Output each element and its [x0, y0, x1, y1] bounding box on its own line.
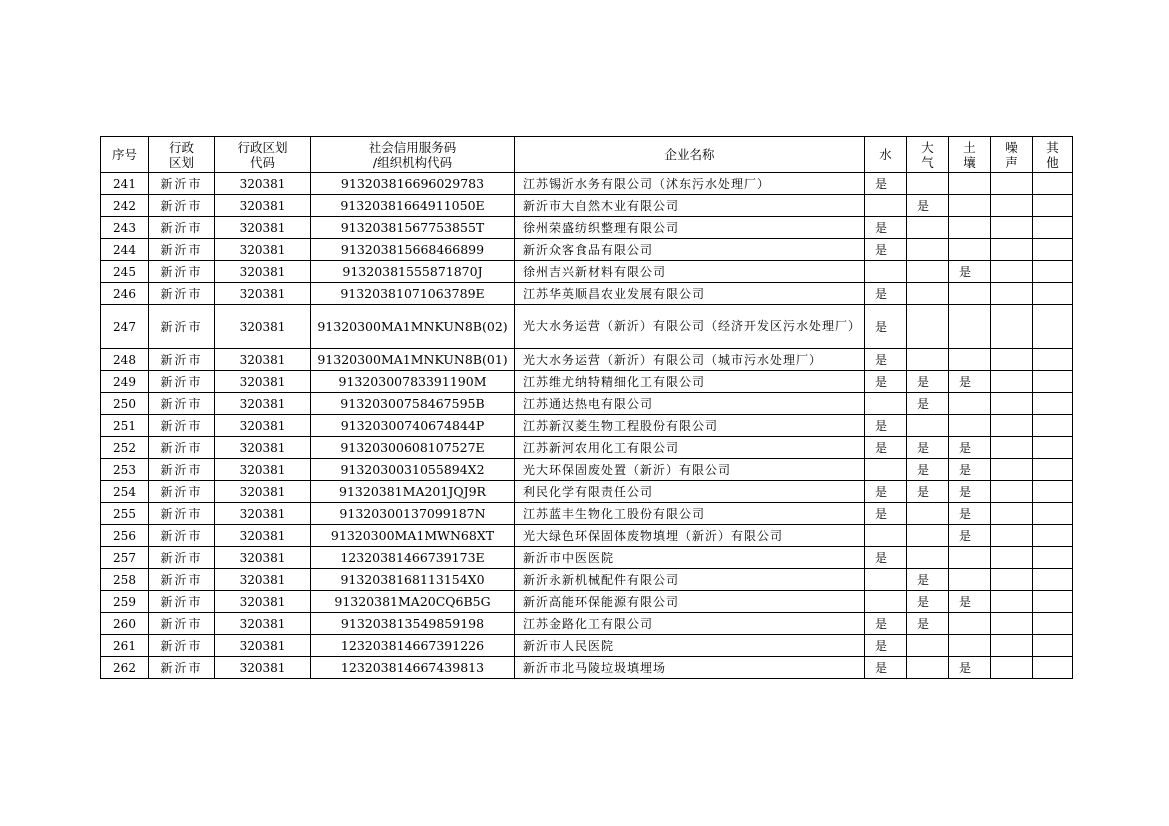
- header-water: 水: [865, 137, 907, 173]
- cell-air: [907, 635, 949, 657]
- cell-noise: [991, 371, 1033, 393]
- cell-water: [865, 591, 907, 613]
- cell-water: [865, 569, 907, 591]
- cell-company-name: 江苏维尤纳特精细化工有限公司: [515, 371, 865, 393]
- cell-seq: 262: [101, 657, 149, 679]
- cell-soil: [949, 415, 991, 437]
- cell-air: [907, 239, 949, 261]
- cell-region: 新沂市: [149, 239, 215, 261]
- cell-other: [1033, 503, 1073, 525]
- table-header-row: [101, 137, 1073, 173]
- cell-company-name: 利民化学有限责任公司: [515, 481, 865, 503]
- cell-seq: 255: [101, 503, 149, 525]
- table-row: [101, 305, 1073, 349]
- cell-noise: [991, 547, 1033, 569]
- cell-credit-code: 913203815668466899: [311, 239, 515, 261]
- table-row: [101, 547, 1073, 569]
- cell-soil: 是: [949, 657, 991, 679]
- cell-air: [907, 349, 949, 371]
- cell-air: 是: [907, 459, 949, 481]
- header-air: 大 气: [907, 137, 949, 173]
- cell-region-code: 320381: [215, 195, 311, 217]
- cell-region-code: 320381: [215, 371, 311, 393]
- cell-air: 是: [907, 393, 949, 415]
- cell-seq: 249: [101, 371, 149, 393]
- cell-credit-code: 123203814667439813: [311, 657, 515, 679]
- cell-region: 新沂市: [149, 393, 215, 415]
- cell-region: 新沂市: [149, 591, 215, 613]
- table-row: [101, 613, 1073, 635]
- cell-soil: [949, 239, 991, 261]
- table-row: [101, 239, 1073, 261]
- cell-company-name: 江苏蓝丰生物化工股份有限公司: [515, 503, 865, 525]
- cell-noise: [991, 173, 1033, 195]
- cell-other: [1033, 459, 1073, 481]
- cell-soil: 是: [949, 503, 991, 525]
- cell-credit-code: 12320381466739173E: [311, 547, 515, 569]
- table-row: [101, 657, 1073, 679]
- cell-seq: 253: [101, 459, 149, 481]
- cell-soil: [949, 635, 991, 657]
- cell-water: [865, 393, 907, 415]
- cell-noise: [991, 459, 1033, 481]
- table-row: [101, 459, 1073, 481]
- cell-water: 是: [865, 657, 907, 679]
- cell-air: 是: [907, 195, 949, 217]
- cell-region: 新沂市: [149, 349, 215, 371]
- cell-air: [907, 261, 949, 283]
- cell-company-name: 徐州吉兴新材料有限公司: [515, 261, 865, 283]
- cell-region-code: 320381: [215, 393, 311, 415]
- cell-soil: [949, 569, 991, 591]
- cell-credit-code: 91320381071063789E: [311, 283, 515, 305]
- cell-other: [1033, 305, 1073, 349]
- cell-air: [907, 657, 949, 679]
- table-row: [101, 503, 1073, 525]
- cell-credit-code: 91320381MA20CQ6B5G: [311, 591, 515, 613]
- cell-noise: [991, 415, 1033, 437]
- cell-company-name: 新沂高能环保能源有限公司: [515, 591, 865, 613]
- cell-noise: [991, 393, 1033, 415]
- cell-region: 新沂市: [149, 305, 215, 349]
- enterprise-list-table: [100, 136, 1073, 679]
- cell-air: [907, 503, 949, 525]
- cell-air: [907, 415, 949, 437]
- cell-noise: [991, 591, 1033, 613]
- cell-region: 新沂市: [149, 195, 215, 217]
- header-seq: 序号: [101, 137, 149, 173]
- cell-region-code: 320381: [215, 591, 311, 613]
- cell-other: [1033, 173, 1073, 195]
- cell-soil: [949, 349, 991, 371]
- cell-seq: 248: [101, 349, 149, 371]
- cell-region: 新沂市: [149, 217, 215, 239]
- cell-region-code: 320381: [215, 635, 311, 657]
- header-other: 其 他: [1033, 137, 1073, 173]
- cell-company-name: 新沂市中医医院: [515, 547, 865, 569]
- table-row: [101, 635, 1073, 657]
- table-row: [101, 437, 1073, 459]
- cell-soil: [949, 393, 991, 415]
- cell-region: 新沂市: [149, 547, 215, 569]
- cell-region-code: 320381: [215, 503, 311, 525]
- cell-noise: [991, 349, 1033, 371]
- table-row: [101, 217, 1073, 239]
- cell-credit-code: 91320300740674844P: [311, 415, 515, 437]
- cell-air: 是: [907, 437, 949, 459]
- cell-company-name: 新沂市大自然木业有限公司: [515, 195, 865, 217]
- cell-region-code: 320381: [215, 173, 311, 195]
- cell-water: 是: [865, 547, 907, 569]
- cell-other: [1033, 415, 1073, 437]
- cell-air: [907, 173, 949, 195]
- table-row: [101, 393, 1073, 415]
- cell-region-code: 320381: [215, 349, 311, 371]
- cell-company-name: 光大绿色环保固体废物填埋（新沂）有限公司: [515, 525, 865, 547]
- cell-company-name: 江苏新河农用化工有限公司: [515, 437, 865, 459]
- cell-region-code: 320381: [215, 657, 311, 679]
- cell-water: 是: [865, 635, 907, 657]
- cell-other: [1033, 591, 1073, 613]
- cell-soil: [949, 547, 991, 569]
- cell-air: 是: [907, 481, 949, 503]
- cell-air: 是: [907, 613, 949, 635]
- cell-soil: [949, 283, 991, 305]
- header-company: 企业名称: [515, 137, 865, 173]
- cell-noise: [991, 195, 1033, 217]
- cell-credit-code: 91320300783391190M: [311, 371, 515, 393]
- cell-region-code: 320381: [215, 437, 311, 459]
- cell-company-name: 新沂众客食品有限公司: [515, 239, 865, 261]
- header-region-code: 行政区划 代码: [215, 137, 311, 173]
- cell-credit-code: 91320381664911050E: [311, 195, 515, 217]
- table-row: [101, 349, 1073, 371]
- cell-company-name: 新沂永新机械配件有限公司: [515, 569, 865, 591]
- cell-air: [907, 547, 949, 569]
- cell-water: 是: [865, 481, 907, 503]
- cell-soil: [949, 173, 991, 195]
- cell-region: 新沂市: [149, 481, 215, 503]
- cell-region: 新沂市: [149, 459, 215, 481]
- header-soil: 土 壤: [949, 137, 991, 173]
- cell-region: 新沂市: [149, 635, 215, 657]
- cell-company-name: 江苏金路化工有限公司: [515, 613, 865, 635]
- cell-other: [1033, 547, 1073, 569]
- cell-noise: [991, 305, 1033, 349]
- cell-air: [907, 283, 949, 305]
- cell-water: 是: [865, 173, 907, 195]
- cell-seq: 242: [101, 195, 149, 217]
- cell-noise: [991, 217, 1033, 239]
- cell-seq: 250: [101, 393, 149, 415]
- cell-other: [1033, 437, 1073, 459]
- cell-air: 是: [907, 371, 949, 393]
- cell-region: 新沂市: [149, 503, 215, 525]
- cell-company-name: 光大水务运营（新沂）有限公司（城市污水处理厂）: [515, 349, 865, 371]
- cell-company-name: 徐州荣盛纺织整理有限公司: [515, 217, 865, 239]
- cell-credit-code: 9132038168113154X0: [311, 569, 515, 591]
- cell-soil: 是: [949, 525, 991, 547]
- cell-region-code: 320381: [215, 283, 311, 305]
- cell-other: [1033, 613, 1073, 635]
- cell-region-code: 320381: [215, 525, 311, 547]
- cell-soil: [949, 217, 991, 239]
- cell-credit-code: 91320300137099187N: [311, 503, 515, 525]
- cell-region: 新沂市: [149, 613, 215, 635]
- cell-seq: 245: [101, 261, 149, 283]
- cell-region-code: 320381: [215, 239, 311, 261]
- cell-region: 新沂市: [149, 261, 215, 283]
- cell-region-code: 320381: [215, 569, 311, 591]
- cell-other: [1033, 525, 1073, 547]
- cell-region-code: 320381: [215, 481, 311, 503]
- table-row: [101, 569, 1073, 591]
- cell-seq: 244: [101, 239, 149, 261]
- cell-noise: [991, 481, 1033, 503]
- table-row: [101, 371, 1073, 393]
- cell-noise: [991, 569, 1033, 591]
- cell-soil: [949, 613, 991, 635]
- cell-water: [865, 525, 907, 547]
- cell-region-code: 320381: [215, 459, 311, 481]
- cell-region: 新沂市: [149, 371, 215, 393]
- cell-other: [1033, 217, 1073, 239]
- cell-region: 新沂市: [149, 569, 215, 591]
- cell-other: [1033, 349, 1073, 371]
- cell-water: [865, 261, 907, 283]
- cell-region-code: 320381: [215, 415, 311, 437]
- cell-seq: 258: [101, 569, 149, 591]
- cell-seq: 241: [101, 173, 149, 195]
- cell-seq: 260: [101, 613, 149, 635]
- cell-noise: [991, 635, 1033, 657]
- cell-company-name: 新沂市北马陵垃圾填埋场: [515, 657, 865, 679]
- cell-company-name: 江苏通达热电有限公司: [515, 393, 865, 415]
- cell-credit-code: 91320300MA1MNKUN8B(02): [311, 305, 515, 349]
- cell-soil: 是: [949, 459, 991, 481]
- cell-water: 是: [865, 613, 907, 635]
- cell-seq: 246: [101, 283, 149, 305]
- cell-credit-code: 91320381MA201JQJ9R: [311, 481, 515, 503]
- cell-water: 是: [865, 503, 907, 525]
- cell-credit-code: 91320300MA1MWN68XT: [311, 525, 515, 547]
- cell-water: [865, 195, 907, 217]
- cell-region-code: 320381: [215, 547, 311, 569]
- table-body: [101, 173, 1073, 679]
- cell-company-name: 光大环保固废处置（新沂）有限公司: [515, 459, 865, 481]
- cell-noise: [991, 283, 1033, 305]
- cell-other: [1033, 261, 1073, 283]
- cell-region-code: 320381: [215, 217, 311, 239]
- cell-water: 是: [865, 371, 907, 393]
- cell-water: 是: [865, 239, 907, 261]
- cell-water: 是: [865, 283, 907, 305]
- cell-company-name: 江苏新汉菱生物工程股份有限公司: [515, 415, 865, 437]
- cell-noise: [991, 613, 1033, 635]
- cell-water: 是: [865, 415, 907, 437]
- table-row: [101, 591, 1073, 613]
- cell-soil: [949, 195, 991, 217]
- cell-soil: 是: [949, 371, 991, 393]
- cell-other: [1033, 657, 1073, 679]
- cell-other: [1033, 239, 1073, 261]
- cell-region-code: 320381: [215, 261, 311, 283]
- cell-company-name: 光大水务运营（新沂）有限公司（经济开发区污水处理厂）: [515, 305, 865, 349]
- cell-seq: 254: [101, 481, 149, 503]
- header-region: 行政 区划: [149, 137, 215, 173]
- cell-company-name: 新沂市人民医院: [515, 635, 865, 657]
- cell-region: 新沂市: [149, 415, 215, 437]
- cell-region: 新沂市: [149, 525, 215, 547]
- cell-other: [1033, 393, 1073, 415]
- cell-noise: [991, 657, 1033, 679]
- cell-region: 新沂市: [149, 173, 215, 195]
- cell-region: 新沂市: [149, 283, 215, 305]
- cell-company-name: 江苏锡沂水务有限公司（沭东污水处理厂）: [515, 173, 865, 195]
- cell-seq: 257: [101, 547, 149, 569]
- table-row: [101, 283, 1073, 305]
- cell-soil: [949, 305, 991, 349]
- header-credit-code: 社会信用服务码 /组织机构代码: [311, 137, 515, 173]
- cell-credit-code: 91320300758467595B: [311, 393, 515, 415]
- cell-seq: 259: [101, 591, 149, 613]
- cell-credit-code: 913203816696029783: [311, 173, 515, 195]
- cell-air: [907, 305, 949, 349]
- cell-credit-code: 123203814667391226: [311, 635, 515, 657]
- cell-water: [865, 459, 907, 481]
- table-row: [101, 195, 1073, 217]
- cell-credit-code: 913203813549859198: [311, 613, 515, 635]
- cell-credit-code: 91320381567753855T: [311, 217, 515, 239]
- cell-soil: 是: [949, 437, 991, 459]
- cell-credit-code: 91320300MA1MNKUN8B(01): [311, 349, 515, 371]
- cell-soil: 是: [949, 591, 991, 613]
- cell-other: [1033, 283, 1073, 305]
- cell-noise: [991, 437, 1033, 459]
- cell-noise: [991, 503, 1033, 525]
- cell-noise: [991, 261, 1033, 283]
- cell-company-name: 江苏华英顺昌农业发展有限公司: [515, 283, 865, 305]
- cell-air: 是: [907, 591, 949, 613]
- cell-air: [907, 525, 949, 547]
- cell-seq: 252: [101, 437, 149, 459]
- cell-seq: 243: [101, 217, 149, 239]
- table-row: [101, 525, 1073, 547]
- table-row: [101, 261, 1073, 283]
- cell-seq: 251: [101, 415, 149, 437]
- cell-air: [907, 217, 949, 239]
- cell-credit-code: 91320300608107527E: [311, 437, 515, 459]
- cell-soil: 是: [949, 481, 991, 503]
- cell-other: [1033, 195, 1073, 217]
- cell-seq: 247: [101, 305, 149, 349]
- cell-credit-code: 91320381555871870J: [311, 261, 515, 283]
- table-row: [101, 481, 1073, 503]
- cell-region-code: 320381: [215, 613, 311, 635]
- cell-water: 是: [865, 217, 907, 239]
- cell-noise: [991, 525, 1033, 547]
- table-row: [101, 415, 1073, 437]
- cell-other: [1033, 481, 1073, 503]
- table-row: [101, 173, 1073, 195]
- cell-noise: [991, 239, 1033, 261]
- header-noise: 噪 声: [991, 137, 1033, 173]
- cell-water: 是: [865, 305, 907, 349]
- cell-region: 新沂市: [149, 437, 215, 459]
- cell-seq: 256: [101, 525, 149, 547]
- cell-region-code: 320381: [215, 305, 311, 349]
- cell-air: 是: [907, 569, 949, 591]
- cell-region: 新沂市: [149, 657, 215, 679]
- cell-soil: 是: [949, 261, 991, 283]
- cell-water: 是: [865, 349, 907, 371]
- cell-credit-code: 9132030031055894X2: [311, 459, 515, 481]
- cell-other: [1033, 569, 1073, 591]
- cell-other: [1033, 371, 1073, 393]
- cell-seq: 261: [101, 635, 149, 657]
- cell-other: [1033, 635, 1073, 657]
- cell-water: 是: [865, 437, 907, 459]
